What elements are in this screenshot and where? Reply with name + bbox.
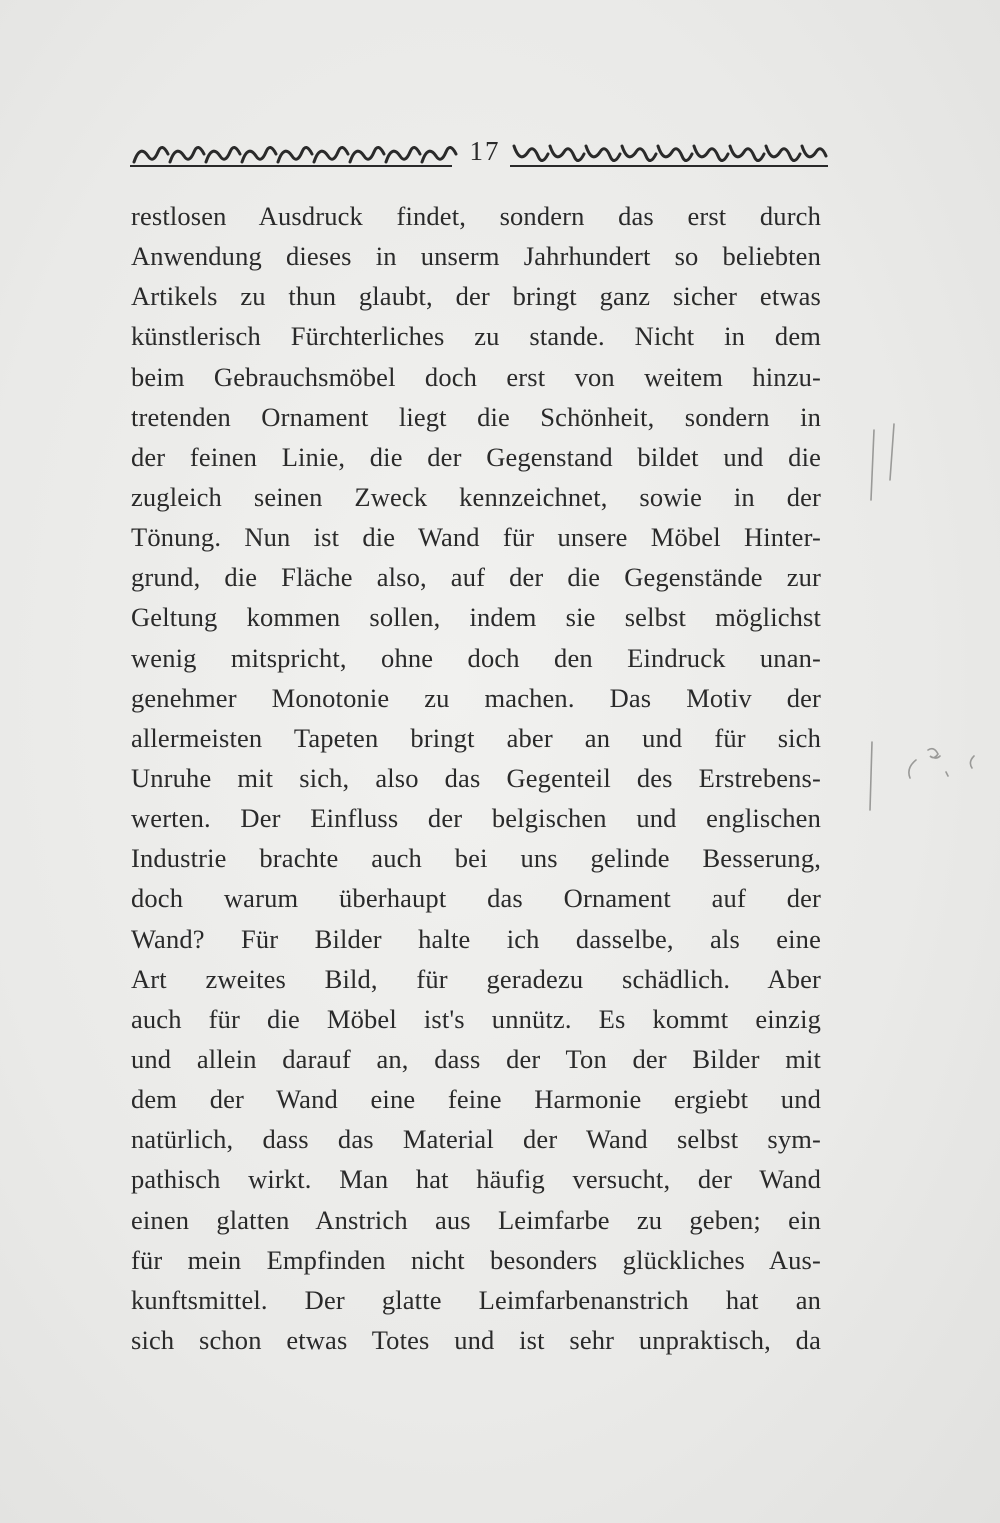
text-line: Wand? Für Bilder halte ich dasselbe, als eine bbox=[131, 923, 821, 954]
pencil-margin-mark-icon bbox=[850, 420, 1000, 820]
page-number: 17 bbox=[469, 136, 501, 166]
text-line: tretenden Ornament liegt die Schönheit, sondern in bbox=[131, 401, 821, 432]
text-line: beim Gebrauchsmöbel doch erst von weitem hinzu- bbox=[131, 361, 821, 392]
text-line: für mein Empfinden nicht besonders glückliches Aus- bbox=[131, 1244, 821, 1275]
text-line: allermeisten Tapeten bringt aber an und für sich bbox=[131, 722, 821, 753]
text-line: grund, die Fläche also, auf der die Gegenstände zur bbox=[131, 562, 821, 593]
text-line: und allein darauf an, dass der Ton der Bilder mit bbox=[131, 1043, 821, 1074]
text-line: dem der Wand eine feine Harmonie ergiebt und bbox=[131, 1084, 821, 1115]
text-line: der feinen Linie, die der Gegenstand bildet und die bbox=[131, 441, 821, 472]
text-line: Geltung kommen sollen, indem sie selbst möglichst bbox=[131, 602, 821, 633]
text-line: Industrie brachte auch bei uns gelinde Besserung, bbox=[131, 843, 821, 874]
text-line: kunftsmittel. Der glatte Leimfarbenanstrich hat an bbox=[131, 1284, 821, 1315]
text-line: sich schon etwas Totes und ist sehr unpraktisch, da bbox=[131, 1324, 821, 1355]
text-line: pathisch wirkt. Man hat häufig versucht, der Wand bbox=[131, 1164, 821, 1195]
ornament-right-icon bbox=[510, 140, 830, 168]
body-text bbox=[131, 196, 821, 1360]
text-line: auch für die Möbel ist's unnütz. Es kommt einzig bbox=[131, 1003, 821, 1034]
text-line: Tönung. Nun ist die Wand für unsere Möbel Hinter- bbox=[131, 522, 821, 553]
text-line: doch warum überhaupt das Ornament auf der bbox=[131, 883, 821, 914]
running-header bbox=[130, 132, 830, 172]
text-line: künstlerisch Fürchterliches zu stande. Nicht in dem bbox=[131, 321, 821, 352]
text-line: Anwendung dieses in unserm Jahrhundert so beliebten bbox=[131, 241, 821, 272]
text-line: einen glatten Anstrich aus Leimfarbe zu geben; ein bbox=[131, 1204, 821, 1235]
text-line: natürlich, dass das Material der Wand selbst sym- bbox=[131, 1124, 821, 1155]
text-line: wenig mitspricht, ohne doch den Eindruck unan- bbox=[131, 642, 821, 673]
text-line: Artikels zu thun glaubt, der bringt ganz sicher etwas bbox=[131, 281, 821, 312]
text-line: restlosen Ausdruck findet, sondern das erst durch bbox=[131, 201, 821, 231]
text-line: zugleich seinen Zweck kennzeichnet, sowie in der bbox=[131, 481, 821, 512]
text-line: werten. Der Einfluss der belgischen und englischen bbox=[131, 803, 821, 834]
text-line: Art zweites Bild, für geradezu schädlich. Aber bbox=[131, 963, 821, 994]
text-line: Unruhe mit sich, also das Gegenteil des Erstrebens- bbox=[131, 762, 821, 793]
text-line: genehmer Monotonie zu machen. Das Motiv der bbox=[131, 682, 821, 713]
ornament-left-icon bbox=[130, 140, 460, 168]
